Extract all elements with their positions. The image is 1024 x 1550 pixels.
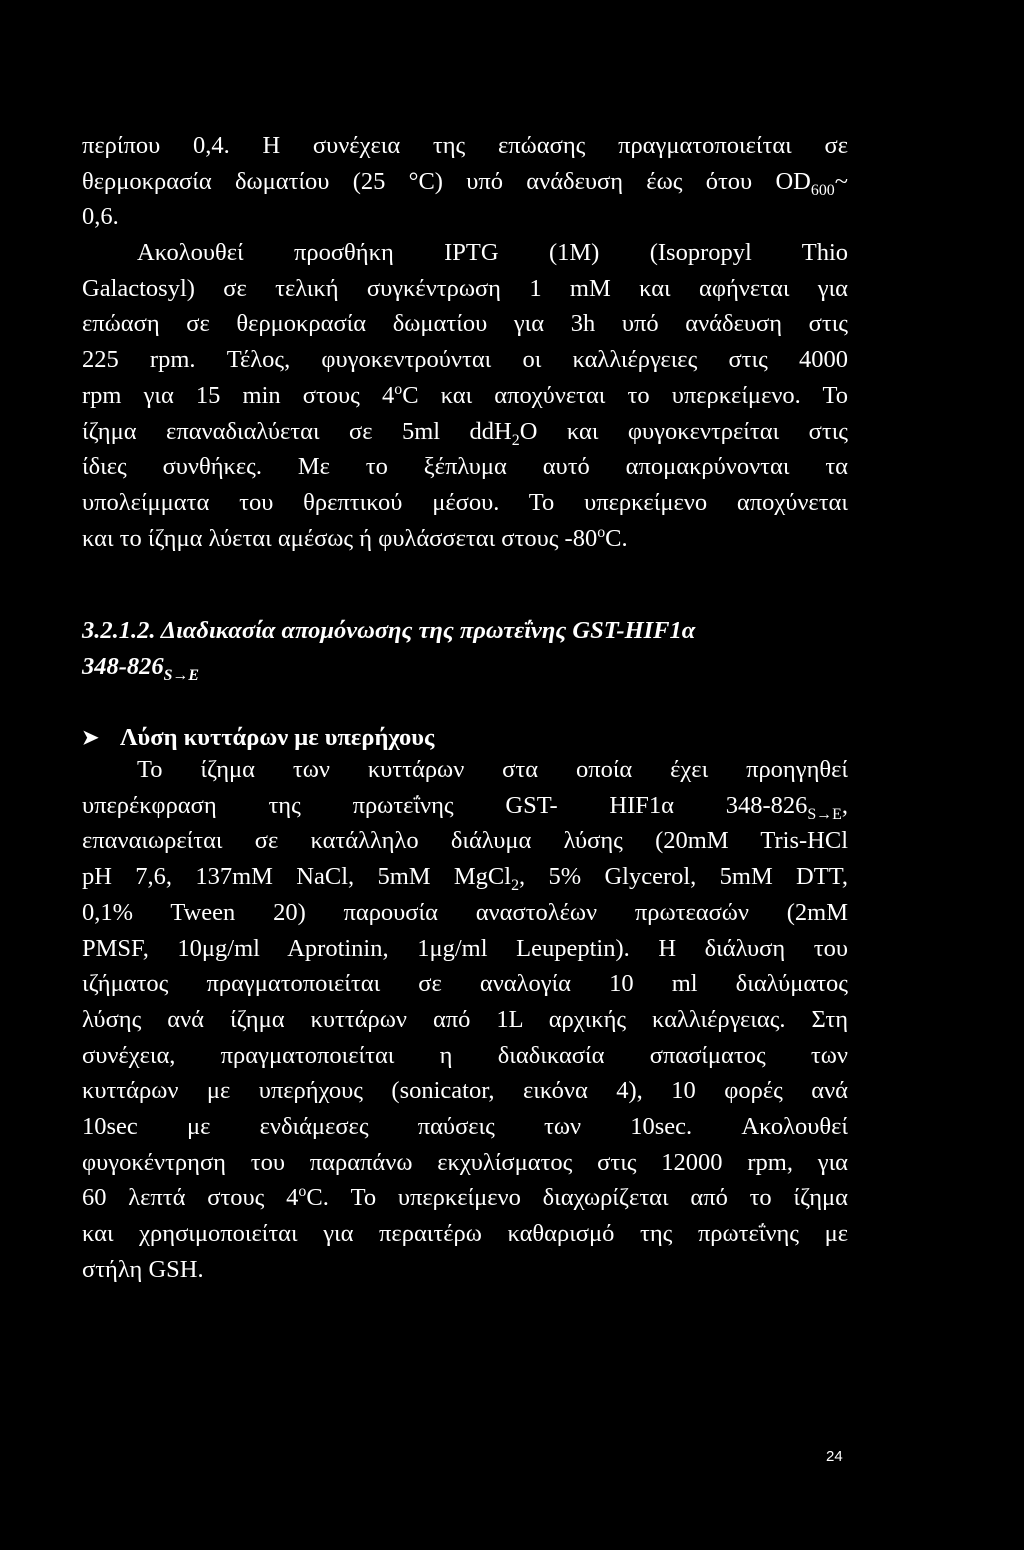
text-line: 0,1% Tween 20) παρουσία αναστολέων πρωτεασών (2mM: [82, 898, 848, 926]
text-line: pH 7,6, 137mM NaCl, 5mM MgCl$_2$, 5% Glycerol, 5mM DTT,: [82, 863, 848, 894]
text-line: ίζημα επαναδιαλύεται σε 5ml ddH$_2$O και φυγοκεντρείται στις: [82, 417, 848, 449]
text-line: ίδιες συνθήκες. Με το ξέπλυμα αυτό απομακρύνονται τα: [82, 453, 848, 481]
text-line: υπολείμματα του θρεπτικού μέσου. Το υπερκείμενο αποχύνεται: [82, 488, 848, 516]
text-line: επαναιωρείται σε κατάλληλο διάλυμα λύσης (20mM Tris-HCl: [82, 827, 848, 855]
text-line: επώαση σε θερμοκρασία δωματίου για 3h υπό ανάδευση στις: [82, 310, 848, 338]
text-line: 10sec με ενδιάμεσες παύσεις των 10sec. Ακολουθεί: [82, 1113, 848, 1141]
text-line: ιζήματος πραγματοποιείται σε αναλογία 10 ml διαλύματος: [82, 970, 848, 998]
text-line: Galactosyl) σε τελική συγκέντρωση 1 mM και αφήνεται για: [82, 274, 848, 302]
text-line: Ακολουθεί προσθήκη IPTG (1M) (Isopropyl Thio: [137, 239, 848, 266]
section-heading-range: $348-826_{S\to E}$: [82, 652, 200, 684]
text-line: 60 λεπτά στους 4$^o$C. Το υπερκείμενο διαχωρίζεται από το ίζημα: [82, 1183, 848, 1212]
text-line: 0,6.: [82, 203, 119, 231]
paragraph-3: [82, 752, 848, 1288]
text-line: 225 rpm. Τέλος, φυγοκεντρούνται οι καλλιέργειες στις 4000: [82, 346, 848, 374]
text-line: περίπου 0,4. Η συνέχεια της επώασης πραγματοποιείται σε: [82, 132, 848, 159]
arrow-bullet-icon: ➤: [82, 727, 99, 749]
text-line: θερμοκρασία δωματίου (25 °C) υπό ανάδευση έως ότου $OD_{600}\sim$: [82, 167, 848, 199]
section-heading-title: 3.2.1.2. Διαδικασία απομόνωσης της πρωτεΐνης GST-HIF1α: [82, 617, 696, 644]
text-line: κυττάρων με υπερήχους (sonicator, εικόνα 4), 10 φορές ανά: [82, 1077, 848, 1105]
text-line: rpm για 15 min στους 4$^o$C και αποχύνεται το υπερκείμενο. Το: [82, 380, 848, 409]
subheading-text: Λύση κυττάρων με υπερήχους: [120, 724, 435, 751]
text-line: φυγοκέντρηση του παραπάνω εκχυλίσματος στις 12000 rpm, για: [82, 1148, 848, 1176]
text-line: και το ίζημα λύεται αμέσως ή φυλάσσεται στους -80$^o$C.: [82, 523, 628, 552]
text-line: λύσης ανά ίζημα κυττάρων από 1L αρχικής καλλιέργειας. Στη: [82, 1005, 848, 1033]
paragraph-2: [82, 235, 848, 556]
text-line: και χρησιμοποιείται για περαιτέρω καθαρισμό της πρωτεΐνης με: [82, 1220, 848, 1248]
subheading: [82, 722, 434, 754]
section-heading: [82, 613, 882, 684]
text-line: συνέχεια, πραγματοποιείται η διαδικασία σπασίματος των: [82, 1041, 848, 1069]
text-line: PMSF, 10μg/ml Aprotinin, 1μg/ml Leupeptin). Η διάλυση του: [82, 934, 848, 962]
page-number: 24: [826, 1448, 843, 1465]
paragraph-1: [82, 128, 848, 235]
text-line: Το ίζημα των κυττάρων στα οποία έχει προηγηθεί: [137, 756, 848, 783]
text-line: στήλη GSH.: [82, 1255, 204, 1283]
text-line: υπερέκφραση της πρωτεΐνης GST- HIF1α $348-826_{S\to E}$,: [82, 791, 848, 823]
